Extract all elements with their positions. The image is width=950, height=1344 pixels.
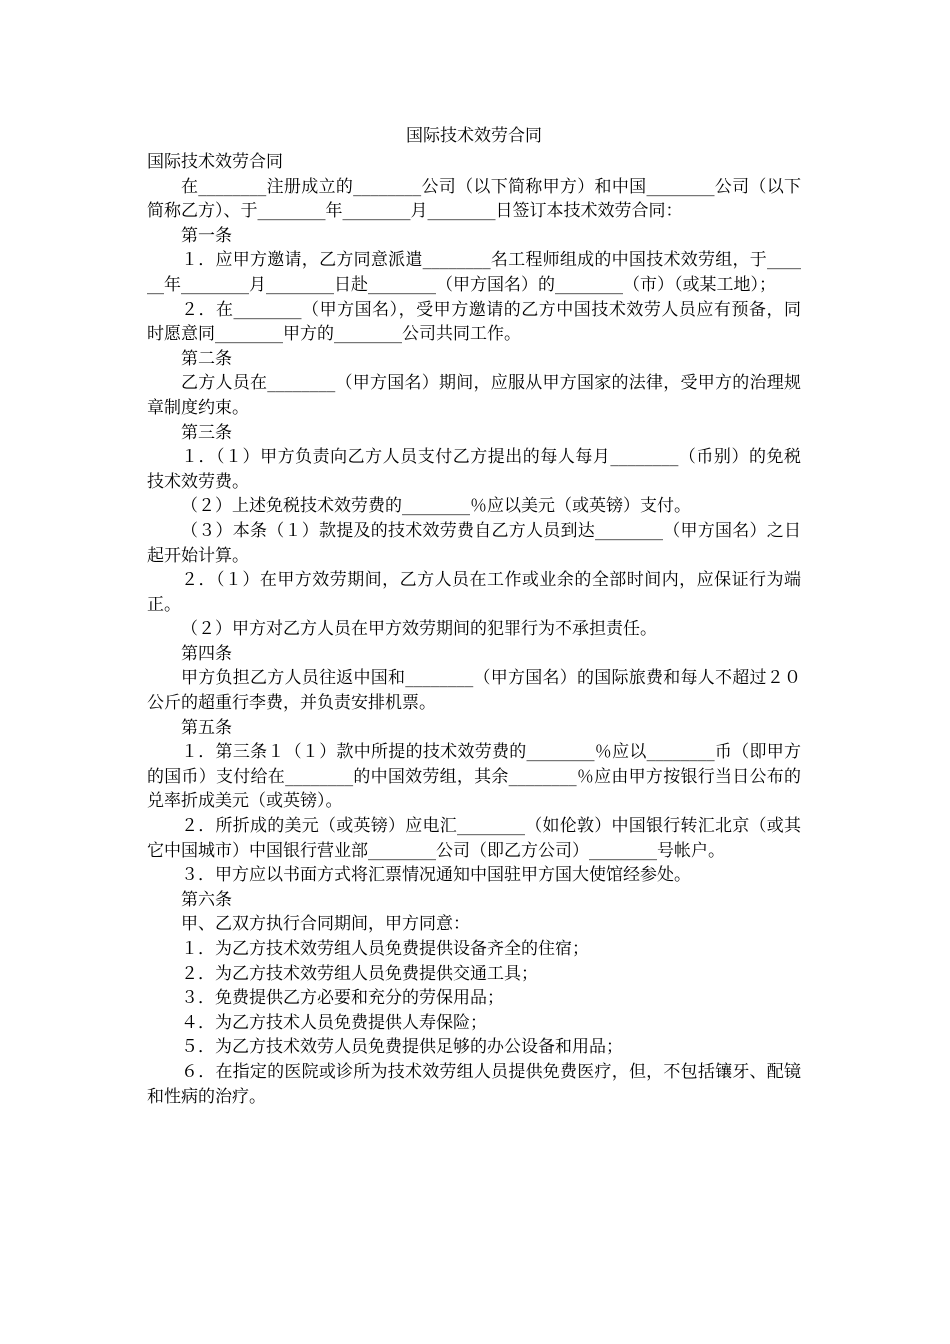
document-paragraph: （２）上述免税技术效劳费的________％应以美元（或英镑）支付。 bbox=[181, 496, 691, 517]
document-paragraph: ３．免费提供乙方必要和充分的劳保用品； bbox=[181, 988, 504, 1009]
document-paragraph: ６．在指定的医院或诊所为技术效劳组人员提供免费医疗，但，不包括镶牙、配镜和性病的治疗。 bbox=[147, 1061, 801, 1107]
document-paragraph: 第一条 bbox=[181, 225, 232, 246]
document-paragraph: １．为乙方技术效劳组人员免费提供设备齐全的住宿； bbox=[181, 939, 589, 959]
document-paragraph: ２．在________（甲方国名），受甲方邀请的乙方中国技术效劳人员应有预备，同时愿意同________甲方的________公司共同工作。 bbox=[147, 299, 801, 345]
document-subtitle: 国际技术效劳合同 bbox=[147, 152, 283, 172]
document-page bbox=[147, 122, 801, 1109]
document-paragraph: ３．甲方应以书面方式将汇票情况通知中国驻甲方国大使馆经参处。 bbox=[181, 865, 691, 886]
document-paragraph: 甲、乙双方执行合同期间，甲方同意： bbox=[181, 914, 470, 935]
document-paragraph: １．（１）甲方负责向乙方人员支付乙方提出的每人每月________（币别）的免税技术效劳费。 bbox=[147, 447, 801, 492]
document-paragraph: （３）本条（１）款提及的技术效劳费自乙方人员到达________（甲方国名）之日起开始计算。 bbox=[147, 520, 801, 566]
document-paragraph: ４．为乙方技术人员免费提供人寿保险； bbox=[181, 1012, 487, 1033]
document-paragraph: 第二条 bbox=[181, 348, 232, 369]
document-paragraph: ２．（１）在甲方效劳期间，乙方人员在工作或业余的全部时间内，应保证行为端正。 bbox=[147, 570, 801, 615]
document-paragraph: ５．为乙方技术效劳人员免费提供足够的办公设备和用品； bbox=[181, 1037, 623, 1058]
document-paragraph: 乙方人员在________（甲方国名）期间，应服从甲方国家的法律，受甲方的治理规章制度约束。 bbox=[147, 373, 801, 418]
document-paragraph: ２．所折成的美元（或英镑）应电汇________（如伦敦）中国银行转汇北京（或其它中国城市）中国银行营业部________公司（即乙方公司）________号帐户。 bbox=[147, 816, 801, 861]
document-paragraph: 甲方负担乙方人员往返中国和________（甲方国名）的国际旅费和每人不超过２０公斤的超重行李费，并负责安排机票。 bbox=[147, 668, 801, 714]
document-paragraph: （２）甲方对乙方人员在甲方效劳期间的犯罪行为不承担责任。 bbox=[181, 619, 657, 640]
document-paragraph: 第五条 bbox=[181, 717, 232, 738]
document-paragraph: 第六条 bbox=[181, 889, 232, 910]
document-paragraph: １．第三条１（１）款中所提的技术效劳费的________％应以________币（即甲方的国币）支付给在________的中国效劳组，其余________％应由甲方按银行当日公布的兑率折成美元（或英镑）。 bbox=[147, 742, 801, 812]
document-paragraph: 第三条 bbox=[181, 422, 232, 443]
document-title: 国际技术效劳合同 bbox=[406, 126, 542, 146]
document-paragraph: 第四条 bbox=[181, 643, 232, 664]
document-paragraph: １．应甲方邀请，乙方同意派遣________名工程师组成的中国技术效劳组，于______年________月________日赴________（甲方国名）的________（市）（或某工地）； bbox=[147, 250, 801, 295]
document-body bbox=[147, 175, 801, 1110]
document-paragraph: ２．为乙方技术效劳组人员免费提供交通工具； bbox=[181, 963, 538, 984]
document-paragraph: 在________注册成立的________公司（以下简称甲方）和中国________公司（以下简称乙方）、于________年________月________日签订本技术效劳合同： bbox=[147, 176, 801, 222]
